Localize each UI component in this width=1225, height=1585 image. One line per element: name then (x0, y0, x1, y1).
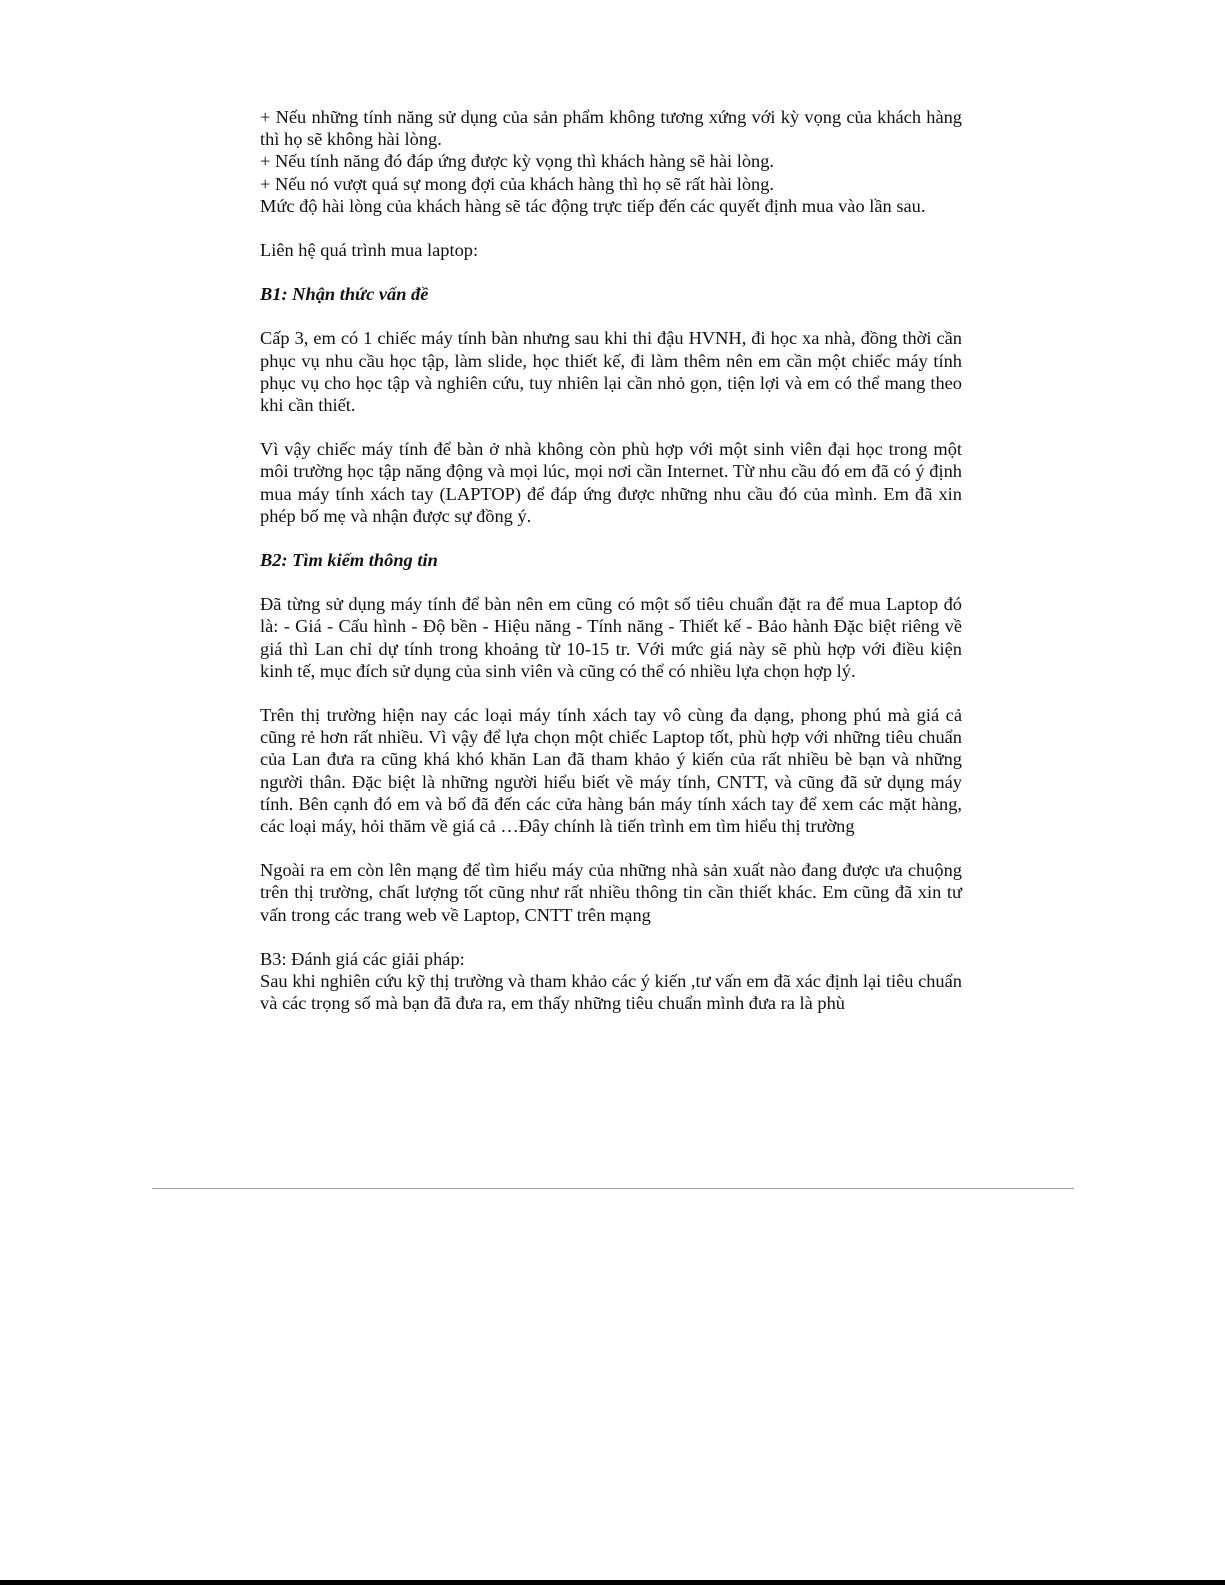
paragraph-b1-need: Cấp 3, em có 1 chiếc máy tính bàn nhưng sau khi thi đậu HVNH, đi học xa nhà, đồng thời cần phục vụ nhu cầu học tập, làm slide, học thiết kế, đi làm thêm nên em cần một chiếc máy tính phục vụ cho học tập và nghiên cứu, tuy nhiên lại cần nhỏ gọn, tiện lợi và em có thể mang theo khi cần thiết. (260, 328, 962, 416)
spacer (260, 261, 962, 283)
spacer (260, 527, 962, 549)
page-divider (152, 1188, 1074, 1189)
paragraph-b3-evaluation: Sau khi nghiên cứu kỹ thị trường và tham khảo các ý kiến ,tư vấn em đã xác định lại tiêu chuẩn và các trọng số mà bạn đã đưa ra, em thấy những tiêu chuẩn mình đưa ra là phù (260, 971, 962, 1014)
paragraph-b2-criteria: Đã từng sử dụng máy tính để bàn nên em cũng có một số tiêu chuẩn đặt ra để mua Laptop đó là: - Giá - Cấu hình - Độ bền - Hiệu năng - Tính năng - Thiết kế - Bảo hành Đặc biệt riêng về giá thì Lan chỉ dự tính trong khoảng từ 10-15 tr. Với mức giá này sẽ phù hợp với điều kiện kinh tế, mục đích sử dụng của sinh viên và cũng có thể có nhiều lựa chọn hợp lý. (260, 594, 962, 681)
paragraph-b2-market: Trên thị trường hiện nay các loại máy tính xách tay vô cùng đa dạng, phong phú mà giá cả cũng rẻ hơn rất nhiều. Vì vậy để lựa chọn một chiếc Laptop tốt, phù hợp với những tiêu chuẩn của Lan đưa ra cũng khá khó khăn Lan đã tham khảo ý kiến của rất nhiều bè bạn và những người thân. Đặc biệt là những người hiểu biết về máy tính, CNTT, và cũng đã sử dụng máy tính. Bên cạnh đó em và bố đã đến các cửa hàng bán máy tính xách tay để xem các mặt hàng, các loại máy, hỏi thăm về giá cả …Đây chính là tiến trình em tìm hiểu thị trường (260, 705, 962, 837)
bottom-edge-bar (0, 1580, 1225, 1585)
heading-b2: B2: Tìm kiếm thông tin (260, 550, 438, 571)
paragraph-satisfaction-impact: Mức độ hài lòng của khách hàng sẽ tác động trực tiếp đến các quyết định mua vào lần sau. (260, 195, 926, 216)
spacer (260, 217, 962, 239)
spacer (260, 416, 962, 438)
spacer (260, 305, 962, 327)
paragraph-expectation-met: + Nếu tính năng đó đáp ứng được kỳ vọng thì khách hàng sẽ hài lòng. (260, 151, 775, 172)
spacer (260, 926, 962, 948)
paragraph-expectation-not-met: + Nếu những tính năng sử dụng của sản phẩm không tương xứng với kỳ vọng của khách hàng thì họ sẽ không hài lòng. (260, 107, 962, 150)
paragraph-expectation-exceeded: + Nếu nó vượt quá sự mong đợi của khách hàng thì họ sẽ rất hài lòng. (260, 173, 775, 194)
paragraph-laptop-intro: Liên hệ quá trình mua laptop: (260, 240, 479, 261)
spacer (260, 571, 962, 593)
paragraph-b2-online: Ngoài ra em còn lên mạng để tìm hiểu máy của những nhà sản xuất nào đang được ưa chuộng trên thị trường, chất lượng tốt cũng như rất nhiều thông tin cần thiết khác. Em cũng đã xin tư vấn trong các trang web về Laptop, CNTT trên mạng (260, 860, 962, 925)
paragraph-b1-decision: Vì vậy chiếc máy tính để bàn ở nhà không còn phù hợp với một sinh viên đại học trong một môi trường học tập năng động và mọi lúc, mọi nơi cần Internet. Từ nhu cầu đó em đã có ý định mua máy tính xách tay (LAPTOP) để đáp ứng được những nhu cầu đó của mình. Em đã xin phép bố mẹ và nhận được sự đồng ý. (260, 439, 962, 526)
spacer (260, 682, 962, 704)
heading-b1: B1: Nhận thức vấn đề (260, 284, 429, 305)
document-body (260, 106, 962, 1015)
spacer (260, 837, 962, 859)
heading-b3: B3: Đánh giá các giải pháp: (260, 948, 465, 969)
